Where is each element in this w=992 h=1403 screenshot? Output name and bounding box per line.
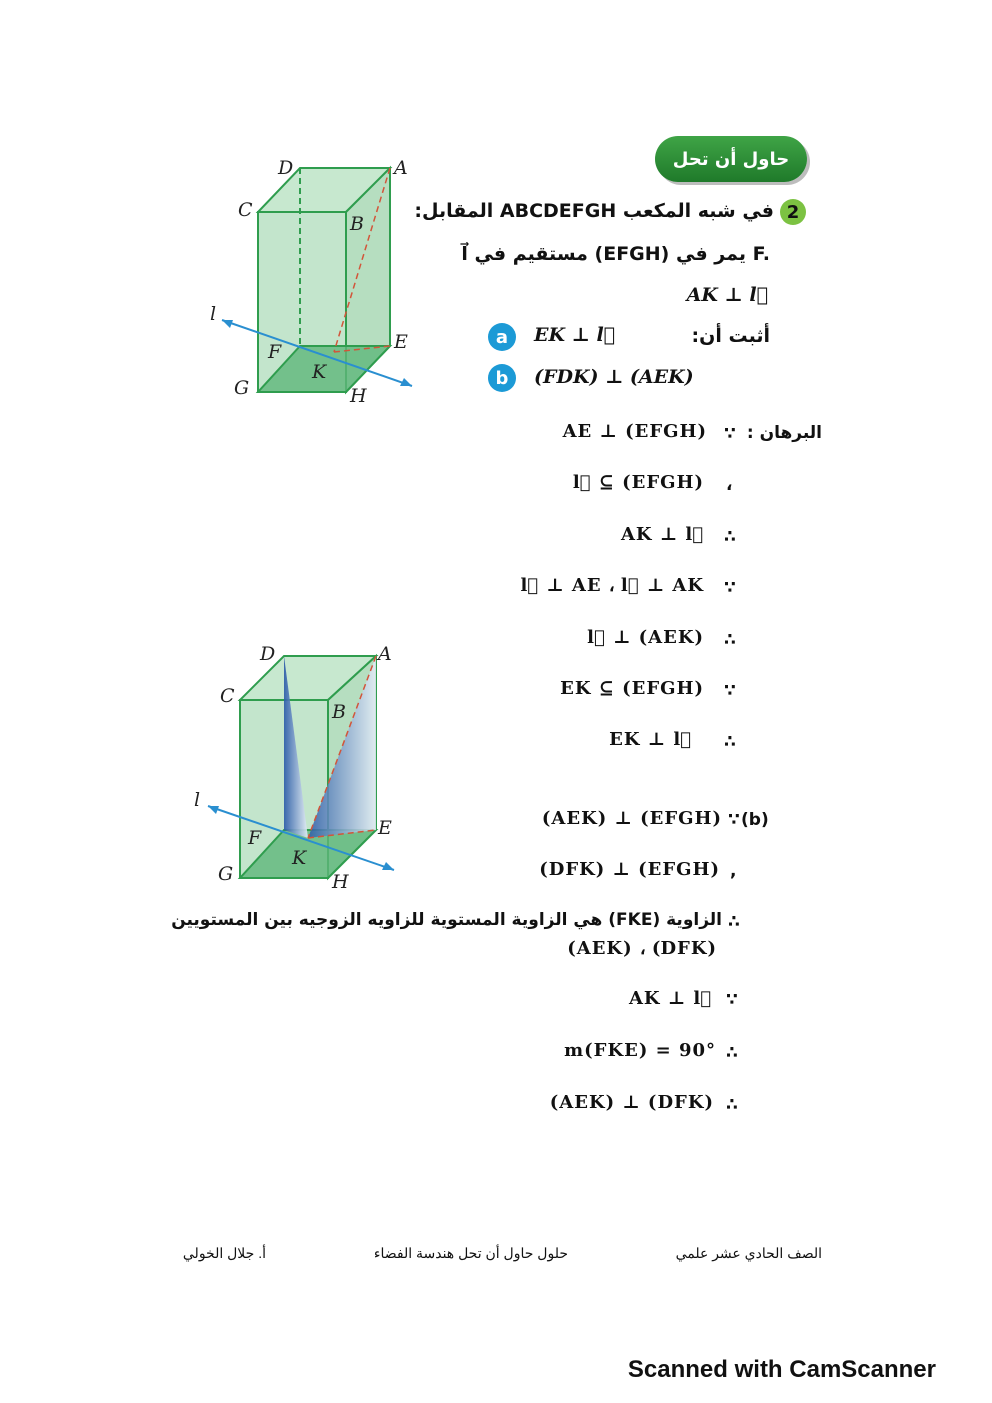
- proof-b-line5-symbol: ∴: [726, 1043, 738, 1063]
- label-k: K: [292, 847, 307, 869]
- label-h: H: [332, 871, 349, 893]
- proof-b-line4-symbol: ∵: [726, 990, 738, 1010]
- proof-label: البرهان :: [746, 423, 822, 443]
- footer-grade: الصف الحادي عشر علمي: [675, 1245, 822, 1261]
- proof-a-step3-symbol: ∴: [724, 527, 736, 547]
- label-a: A: [394, 157, 408, 179]
- proof-b-line3-planes: (AEK) ، (DFK): [567, 938, 716, 959]
- proof-a-step3: AK ⊥ l⃗: [620, 524, 704, 545]
- proof-b-line5: m(FKE) = 90°: [564, 1040, 716, 1061]
- proof-b-label: (b): [741, 810, 769, 830]
- proof-a-step2-symbol: ،: [726, 475, 733, 495]
- proof-b-line3-symbol: ∴: [728, 912, 740, 932]
- footer-author: أ. جلال الخولي: [182, 1245, 266, 1261]
- problem-statement-line2: l⃗ مستقيم في (EFGH) يمر في F.: [461, 243, 770, 265]
- proof-b-line1: (AEK) ⊥ (EFGH): [541, 808, 722, 829]
- proof-a-step5-symbol: ∴: [724, 630, 736, 650]
- proof-b-line1-symbol: ∵: [728, 810, 740, 830]
- label-a: A: [378, 643, 392, 665]
- proof-a-step1: AE ⊥ (EFGH): [562, 421, 707, 442]
- proof-a-step7-symbol: ∴: [724, 732, 736, 752]
- label-k: K: [312, 361, 327, 383]
- given-perpendicular: AK ⊥ l⃗: [686, 284, 768, 306]
- cuboid-figure-1: [200, 150, 430, 410]
- proof-b-line4: AK ⊥ l⃗: [628, 988, 712, 1009]
- label-e: E: [378, 817, 392, 839]
- label-c: C: [238, 199, 253, 221]
- label-c: C: [220, 685, 235, 707]
- proof-a-step7: EK ⊥ l⃗: [609, 729, 692, 750]
- proof-b-line3: الزاوية (FKE) هي الزاوية المستوية للزاويه الزوجيه بين المستويين: [171, 910, 722, 930]
- proof-a-step6: EK ⊆ (EFGH): [560, 678, 704, 699]
- arrow-head-left: [222, 320, 233, 328]
- part-a-statement: EK ⊥ l⃗: [534, 324, 616, 346]
- label-b: B: [332, 701, 346, 723]
- proof-b-line6: (AEK) ⊥ (DFK): [549, 1092, 714, 1113]
- camscanner-watermark: Scanned with CamScanner: [627, 1356, 936, 1383]
- proof-a-step4-symbol: ∵: [724, 578, 736, 598]
- label-b: B: [350, 213, 364, 235]
- proof-a-step5: l⃗ ⊥ (AEK): [587, 627, 704, 648]
- proof-a-step2: l⃗ ⊆ (EFGH): [572, 472, 704, 493]
- part-a-badge: a: [488, 323, 516, 351]
- label-f: F: [248, 827, 262, 849]
- proof-a-step4: l⃗ ⊥ AE ، l⃗ ⊥ AK: [520, 575, 704, 596]
- label-g: G: [234, 377, 250, 399]
- part-b-statement: (FDK) ⊥ (AEK): [534, 366, 694, 388]
- label-f: F: [268, 341, 282, 363]
- prove-label: أثبت أن:: [691, 325, 770, 347]
- cuboid-figure-2: [190, 638, 420, 898]
- proof-b-line6-symbol: ∴: [726, 1095, 738, 1115]
- arrow-head-left: [208, 806, 219, 814]
- label-d: D: [278, 157, 294, 179]
- proof-a-step6-symbol: ∵: [724, 681, 736, 701]
- label-d: D: [260, 643, 276, 665]
- label-g: G: [218, 863, 234, 885]
- label-e: E: [394, 331, 408, 353]
- section-badge: حاول أن تحل: [655, 136, 807, 182]
- proof-b-line2-symbol: ,: [730, 861, 737, 881]
- proof-a-step1-symbol: ∵: [724, 424, 736, 444]
- proof-b-line2: (DFK) ⊥ (EFGH): [539, 859, 720, 880]
- part-b-badge: b: [488, 364, 516, 392]
- label-l: l: [194, 789, 201, 811]
- label-h: H: [350, 385, 367, 407]
- label-l: l: [210, 303, 217, 325]
- problem-statement-line1: في شبه المكعب ABCDEFGH المقابل:: [414, 200, 774, 222]
- footer-title: حلول حاول أن تحل هندسة الفضاء: [373, 1245, 568, 1261]
- problem-number: 2: [780, 199, 806, 225]
